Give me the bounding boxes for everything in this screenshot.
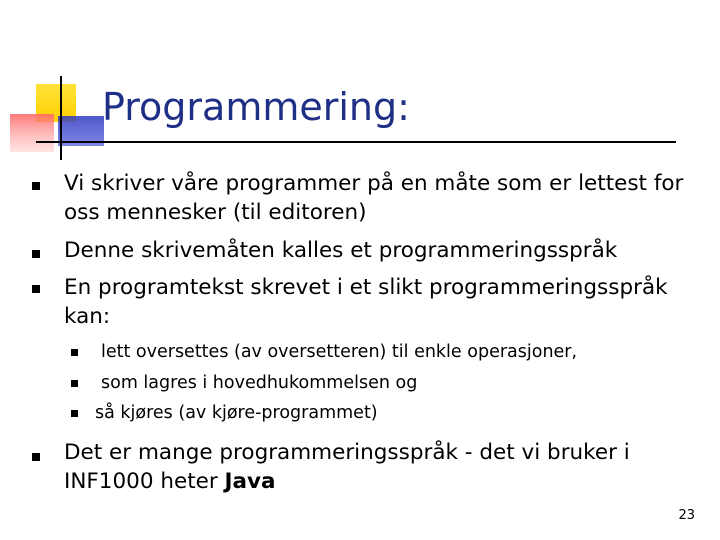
slide-title: Programmering: bbox=[102, 85, 410, 129]
title-underline bbox=[36, 141, 676, 143]
decoration-vertical-line bbox=[60, 76, 62, 160]
sub-bullet-marker bbox=[71, 349, 78, 356]
bullet-marker bbox=[32, 453, 40, 461]
bullet-marker bbox=[32, 285, 40, 293]
bullet-2-line-1: Denne skrivemåten kalles et programmeringsspråk bbox=[64, 238, 618, 263]
bullet-3-line-2: kan: bbox=[64, 304, 111, 329]
bullet-1-line-1: Vi skriver våre programmer på en måte som er lettest for bbox=[64, 171, 684, 196]
sub-bullet-1: lett oversettes (av oversetteren) til enkle operasjoner, bbox=[101, 342, 578, 362]
sub-bullet-3: så kjøres (av kjøre-programmet) bbox=[95, 403, 378, 423]
bullet-4-line-2 bbox=[64, 468, 276, 496]
java-emphasis: Java bbox=[224, 469, 276, 494]
bullet-1-line-2: oss mennesker (til editoren) bbox=[64, 200, 367, 225]
red-square bbox=[10, 114, 54, 152]
sub-bullet-marker bbox=[71, 380, 78, 387]
title-decoration bbox=[0, 0, 110, 170]
bullet-marker bbox=[32, 182, 40, 190]
bullet-3-line-1: En programtekst skrevet i et slikt programmeringsspråk bbox=[64, 275, 668, 300]
bullet-4-line-2-text: INF1000 heter bbox=[64, 469, 225, 494]
sub-bullet-marker bbox=[71, 410, 78, 417]
sub-bullet-2: som lagres i hovedhukommelsen og bbox=[101, 373, 418, 393]
bullet-4-line-1: Det er mange programmeringsspråk - det vi bruker i bbox=[64, 440, 630, 465]
page-number: 23 bbox=[678, 508, 695, 523]
bullet-marker bbox=[32, 250, 40, 258]
